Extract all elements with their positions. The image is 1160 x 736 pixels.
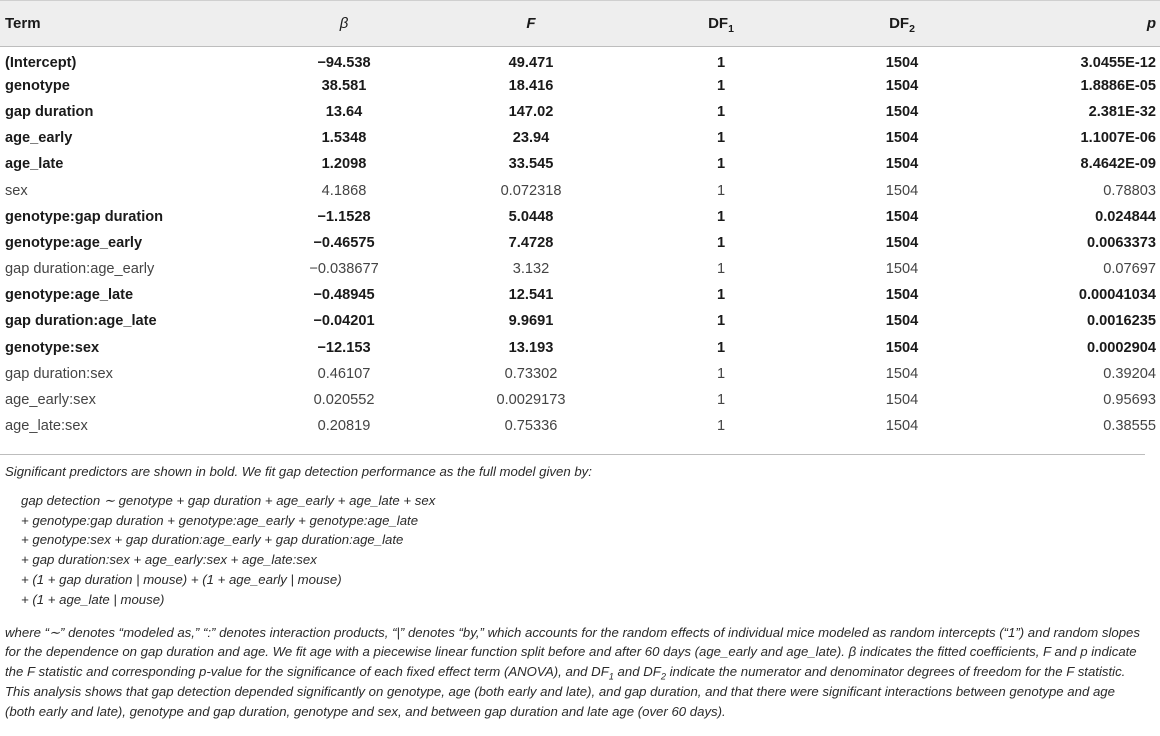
cell-df2: 1504 [885, 261, 919, 278]
cell-beta: 38.581 [321, 77, 367, 94]
cell-beta: −12.153 [317, 339, 371, 356]
table-footnote [5, 462, 1140, 722]
table-row [0, 335, 1160, 361]
cell-f: 12.541 [508, 287, 554, 304]
table-row [0, 204, 1160, 230]
table-row [0, 99, 1160, 125]
cell-term: gap duration:sex [5, 365, 113, 382]
cell-f: 9.9691 [508, 313, 554, 330]
cell-beta: 0.20819 [317, 418, 371, 435]
cell-df1: 1 [716, 130, 726, 147]
cell-p: 1.1007E-06 [1080, 130, 1156, 147]
cell-f: 3.132 [512, 261, 550, 278]
cell-beta: −1.1528 [317, 208, 371, 225]
cell-term: age_early [5, 130, 73, 147]
cell-p: 0.78803 [1103, 182, 1156, 199]
cell-term: sex [5, 182, 28, 199]
header-term: Term [0, 1, 276, 47]
cell-beta: 1.2098 [321, 156, 367, 173]
cell-term: genotype:sex [5, 339, 100, 356]
cell-df1: 1 [716, 54, 726, 71]
footnote-sub-1: 1 [608, 671, 614, 682]
table-row [0, 282, 1160, 308]
header-df2 [792, 1, 1012, 47]
cell-p: 0.0016235 [1087, 313, 1156, 330]
cell-df1: 1 [716, 156, 726, 173]
cell-p: 0.39204 [1103, 365, 1156, 382]
table-row [0, 361, 1160, 387]
cell-df2: 1504 [885, 103, 919, 120]
cell-term: genotype:age_early [5, 234, 143, 251]
cell-beta: −0.038677 [309, 261, 379, 278]
footnote-text-c: indicate the numerator and denominator degrees of freedom for the F statistic. This analysis shows that gap detection depended significantly on genotype, age (both early and late), and gap duration, and that there were significant interactions between genotype and age (both early and late), genotype and gap duration, genotype and sex, and between gap duration and late age (over 60 days). [5, 664, 1126, 719]
footnote-text-a: where “∼” denotes “modeled as,” “:” denotes interaction products, “|” denotes “by,” which accounts for the random effects of individual mice modeled as random intercepts (“1”) and random slopes for the dependence on gap duration and age. We fit age with a piecewise linear function split before and after 60 days (age_early and age_late). β indicates the fitted coefficients, F and p indicate the F statistic and corresponding p-value for the significance of each fixed effect term (ANOVA), and DF [5, 624, 1140, 680]
header-f: F [412, 1, 650, 47]
header-row [0, 1, 1160, 47]
cell-term: genotype:age_late [5, 287, 134, 304]
cell-f: 0.0029173 [496, 392, 566, 409]
cell-p: 0.38555 [1103, 418, 1156, 435]
cell-term: age_late [5, 156, 64, 173]
cell-f: 49.471 [508, 54, 554, 71]
cell-df1: 1 [716, 365, 726, 382]
header-p: p [1012, 1, 1160, 47]
cell-df2: 1504 [885, 234, 919, 251]
table-row [0, 73, 1160, 99]
formula-line: + genotype:sex + gap duration:age_early + gap duration:age_late [21, 532, 404, 548]
cell-term: age_early:sex [5, 392, 96, 409]
header-beta: β [276, 1, 412, 47]
cell-term: gap duration [5, 103, 94, 120]
cell-p: 0.07697 [1103, 261, 1156, 278]
table-row [0, 308, 1160, 334]
cell-df1: 1 [716, 287, 726, 304]
cell-df2: 1504 [885, 54, 919, 71]
cell-term: gap duration:age_early [5, 261, 155, 278]
cell-p: 0.00041034 [1078, 287, 1156, 304]
cell-df2: 1504 [885, 392, 919, 409]
cell-beta: −0.48945 [313, 287, 375, 304]
cell-df2: 1504 [885, 418, 919, 435]
table-row [0, 177, 1160, 203]
cell-df2: 1504 [885, 365, 919, 382]
cell-beta: 0.46107 [317, 365, 371, 382]
cell-df2: 1504 [885, 156, 919, 173]
cell-p: 2.381E-32 [1088, 103, 1156, 120]
formula-line: + (1 + gap duration | mouse) + (1 + age_early | mouse) [21, 571, 342, 587]
header-df2-base: DF [889, 15, 910, 32]
cell-f: 18.416 [508, 77, 554, 94]
cell-df1: 1 [716, 182, 726, 199]
cell-df2: 1504 [885, 339, 919, 356]
cell-p: 0.0063373 [1087, 234, 1156, 251]
cell-p: 3.0455E-12 [1080, 54, 1156, 71]
footnote-sub-2: 2 [660, 671, 666, 682]
cell-df2: 1504 [885, 208, 919, 225]
cell-df2: 1504 [885, 182, 919, 199]
footnote-explanation [5, 623, 1140, 722]
header-df2-subscript: 2 [909, 23, 915, 35]
cell-df1: 1 [716, 103, 726, 120]
cell-f: 7.4728 [508, 234, 554, 251]
cell-df1: 1 [716, 234, 726, 251]
cell-beta: −94.538 [317, 54, 371, 71]
header-df1-subscript: 1 [728, 23, 734, 35]
footnote-text-b: and DF [613, 664, 661, 680]
cell-beta: 13.64 [325, 103, 363, 120]
cell-f: 0.75336 [504, 418, 558, 435]
cell-beta: 0.020552 [313, 392, 375, 409]
footnote-intro: Significant predictors are shown in bold. We fit gap detection performance as the full model given by: [5, 464, 592, 479]
cell-beta: 4.1868 [321, 182, 367, 199]
cell-df2: 1504 [885, 313, 919, 330]
table-body [0, 47, 1160, 440]
table-row [0, 47, 1160, 73]
cell-df1: 1 [716, 418, 726, 435]
cell-df2: 1504 [885, 77, 919, 94]
cell-f: 33.545 [508, 156, 554, 173]
table-row [0, 413, 1160, 439]
table-header [0, 1, 1160, 47]
cell-beta: 1.5348 [321, 130, 367, 147]
cell-df1: 1 [716, 261, 726, 278]
table-row [0, 387, 1160, 413]
cell-p: 0.95693 [1103, 392, 1156, 409]
cell-p: 1.8886E-05 [1080, 77, 1156, 94]
formula-line: + (1 + age_late | mouse) [21, 591, 165, 607]
cell-p: 0.0002904 [1087, 339, 1156, 356]
cell-term: genotype [5, 77, 70, 94]
cell-df1: 1 [716, 392, 726, 409]
header-df1 [650, 1, 792, 47]
cell-f: 147.02 [508, 103, 554, 120]
cell-df1: 1 [716, 339, 726, 356]
cell-df1: 1 [716, 313, 726, 330]
header-df1-base: DF [708, 15, 729, 32]
table-row [0, 230, 1160, 256]
formula-line: + genotype:gap duration + genotype:age_early + genotype:age_late [21, 512, 419, 528]
cell-beta: −0.46575 [313, 234, 375, 251]
formula-line: gap detection ∼ genotype + gap duration + age_early + age_late + sex [21, 492, 436, 508]
model-formula [21, 491, 1140, 610]
cell-f: 5.0448 [508, 208, 554, 225]
table-row [0, 125, 1160, 151]
cell-f: 0.072318 [500, 182, 562, 199]
cell-beta: −0.04201 [313, 313, 375, 330]
cell-term: genotype:gap duration [5, 208, 164, 225]
cell-df2: 1504 [885, 287, 919, 304]
cell-term: gap duration:age_late [5, 313, 157, 330]
cell-f: 13.193 [508, 339, 554, 356]
table-row [0, 151, 1160, 177]
formula-line: + gap duration:sex + age_early:sex + age_late:sex [21, 552, 317, 568]
cell-p: 8.4642E-09 [1080, 156, 1156, 173]
cell-f: 23.94 [512, 130, 550, 147]
table-row [0, 256, 1160, 282]
cell-df1: 1 [716, 208, 726, 225]
cell-term: age_late:sex [5, 418, 88, 435]
cell-df1: 1 [716, 77, 726, 94]
cell-df2: 1504 [885, 130, 919, 147]
table-bottom-rule [0, 454, 1145, 455]
cell-p: 0.024844 [1095, 208, 1156, 225]
cell-term: (Intercept) [5, 54, 77, 71]
cell-f: 0.73302 [504, 365, 558, 382]
